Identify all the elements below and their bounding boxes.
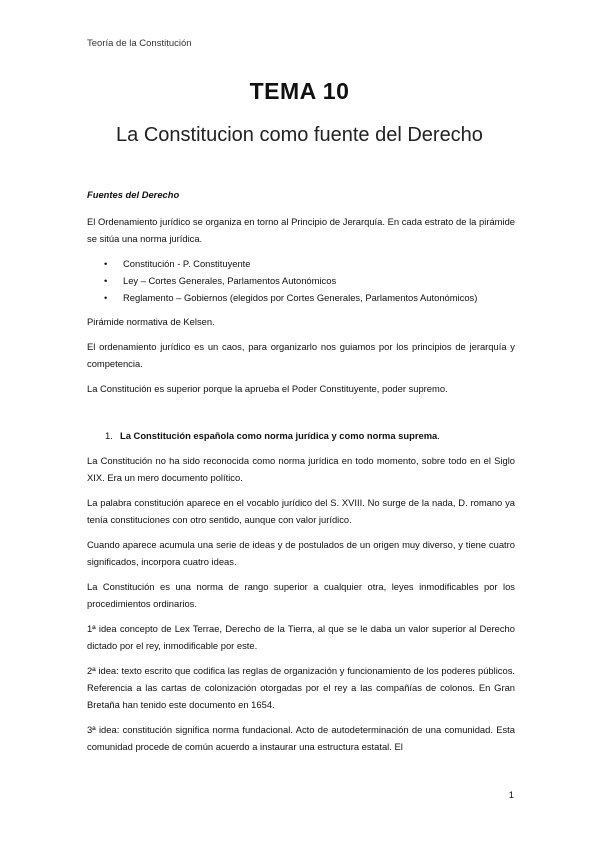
list-item [87,272,515,289]
paragraph-kelsen: Pirámide normativa de Kelsen. [87,316,215,327]
page-title: TEMA 10 [249,78,350,104]
page-number: 1 [508,790,514,801]
paragraph: La Constitución es una norma de rango superior a cualquier otra, leyes inmodificables por los procedimientos ordinarios. [87,581,515,609]
numbered-heading-period: . [437,430,440,441]
running-header: Teoría de la Constitución [87,38,192,49]
paragraph-jerarquia: El Ordenamiento jurídico se organiza en torno al Principio de Jerarquía. En cada estrato de la pirámide se sitúa una norma jurídica. [87,216,515,244]
bullet-list [87,255,515,306]
bullet-icon: • [104,258,108,269]
numbered-heading-text: La Constitución española como norma jurídica y como norma suprema [120,430,438,441]
list-item-text: Constitución - P. Constituyente [123,258,251,269]
list-item-text: Reglamento – Gobiernos (elegidos por Cortes Generales, Parlamentos Autonómicos) [123,292,478,303]
numbered-heading [87,427,515,444]
numbered-heading-number: 1. [105,430,113,441]
paragraph-caos: El ordenamiento jurídico es un caos, para organizarlo nos guiamos por los principios de jerarquía y competencia. [87,341,515,369]
paragraph: 2ª idea: texto escrito que codifica las reglas de organización y funcionamiento de los poderes públicos. Referencia a las cartas de colonización otorgadas por el rey a las compañías de colonos. En Gran Bretaña han tenido este documento en 1654. [87,665,515,710]
section-heading: Fuentes del Derecho [87,189,180,200]
bullet-icon: • [104,292,108,303]
page-subtitle: La Constitucion como fuente del Derecho [116,124,483,146]
paragraph: Cuando aparece acumula una serie de ideas y de postulados de un origen muy diverso, y tiene cuatro significados, incorpora cuatro ideas. [87,539,515,567]
spacer [87,405,515,427]
list-item-text: Ley – Cortes Generales, Parlamentos Autonómicos [123,275,337,286]
bullet-icon: • [104,275,108,286]
paragraph: La palabra constitución aparece en el vocablo jurídico del S. XVIII. No surge de la nada, D. romano ya tenía constituciones con otro sentido, aunque con valor jurídico. [87,497,515,525]
list-item [87,255,515,272]
paragraph: 3ª idea: constitución significa norma fundacional. Acto de autodeterminación de una comunidad. Esta comunidad procede de común acuerdo a instaurar una estructura estatal. El [87,724,515,752]
paragraph-superior: La Constitución es superior porque la aprueba el Poder Constituyente, poder supremo. [87,383,448,394]
list-item [87,289,515,306]
document-body [87,186,515,763]
paragraph: 1ª idea concepto de Lex Terrae, Derecho de la Tierra, al que se le daba un valor superior al Derecho dictado por el rey, inmodificable por este. [87,623,515,651]
paragraph: La Constitución no ha sido reconocida como norma jurídica en todo momento, sobre todo en el Siglo XIX. Era un mero documento político. [87,455,515,483]
